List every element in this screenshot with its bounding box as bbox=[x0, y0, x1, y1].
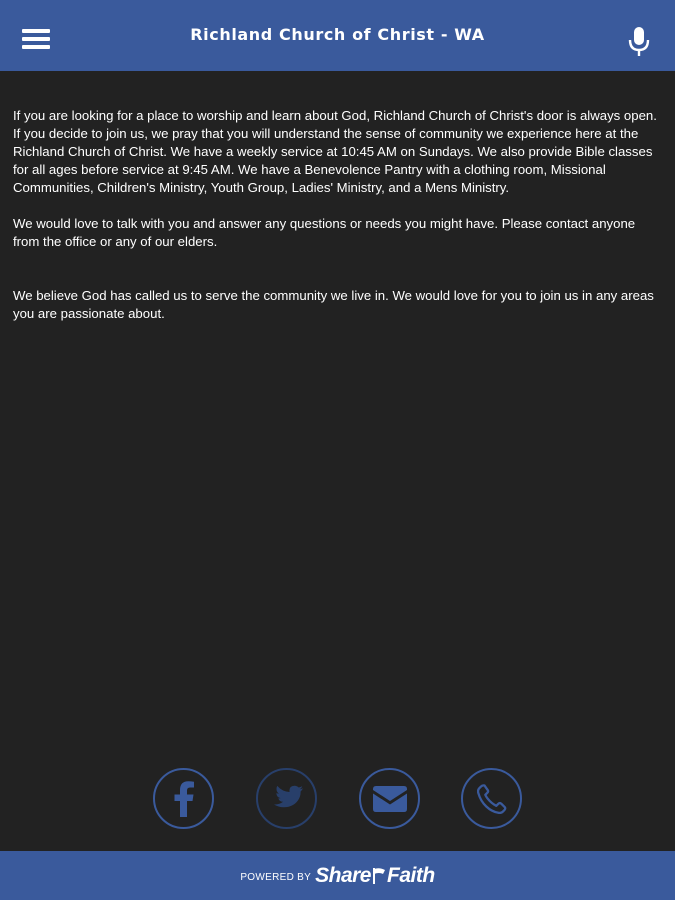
facebook-button[interactable] bbox=[153, 768, 214, 829]
twitter-icon bbox=[270, 785, 304, 813]
social-links bbox=[0, 768, 675, 830]
sharefaith-logo[interactable] bbox=[315, 864, 435, 888]
twitter-button[interactable] bbox=[256, 768, 317, 829]
about-content bbox=[13, 107, 663, 323]
powered-by-footer bbox=[0, 851, 675, 900]
microphone-icon bbox=[627, 26, 651, 58]
phone-button[interactable] bbox=[461, 768, 522, 829]
phone-icon bbox=[477, 784, 507, 814]
about-paragraph-2: We would love to talk with you and answer any questions or needs you might have. Please contact anyone from the office or any of our elders. bbox=[13, 216, 636, 249]
hamburger-menu-icon bbox=[22, 29, 50, 33]
voice-search-button[interactable] bbox=[627, 26, 651, 58]
about-paragraph-3: We believe God has called us to serve the community we live in. We would love for you to join us in any areas you are passionate about. bbox=[13, 288, 654, 321]
app-header bbox=[0, 0, 675, 71]
brand-name-right: Faith bbox=[387, 863, 435, 887]
powered-by-label: POWERED BY bbox=[240, 872, 312, 883]
facebook-icon bbox=[173, 781, 195, 817]
page-title: Richland Church of Christ - WA bbox=[190, 24, 485, 44]
brand-name-left: Share bbox=[315, 863, 371, 887]
sharefaith-flag-icon bbox=[372, 867, 386, 885]
envelope-icon bbox=[372, 785, 408, 813]
menu-button[interactable] bbox=[22, 29, 52, 53]
about-paragraph-1: If you are looking for a place to worship and learn about God, Richland Church of Christ's door is always open. If you decide to join us, we pray that you will understand the sense of community we experience here at the Richland Church of Christ. We have a weekly service at 10:45 AM on Sundays. We also provide Bible classes for all ages before service at 9:45 AM. We have a Benevolence Pantry with a clothing room, Missional Communities, Children's Ministry, Youth Group, Ladies' Ministry, and a Mens Ministry. bbox=[13, 108, 657, 195]
email-button[interactable] bbox=[359, 768, 420, 829]
